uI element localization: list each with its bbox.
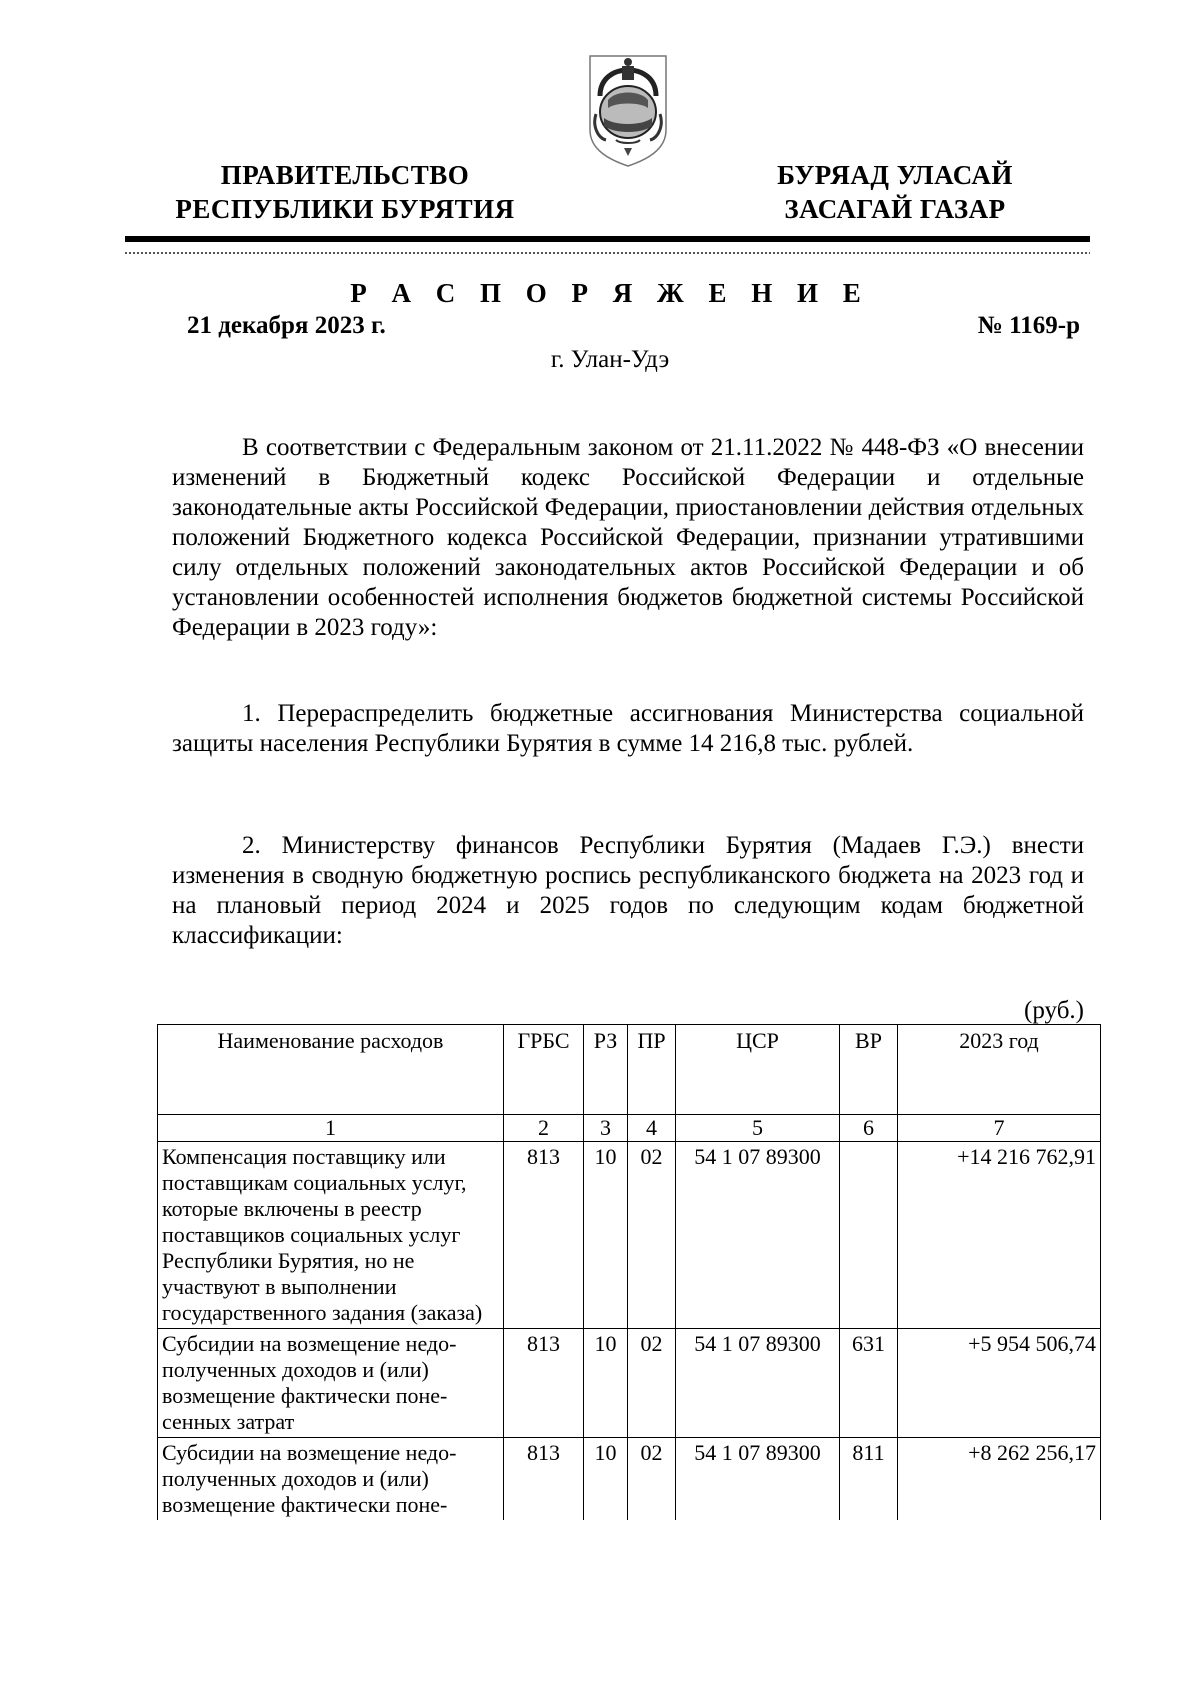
- coat-of-arms-icon: [586, 52, 670, 168]
- column-number: 2: [504, 1115, 584, 1142]
- row-name: Субсидии на возмещение недополученных доходов и (или) возмещение фактически понесенных затрат: [158, 1329, 504, 1438]
- document-date: 21 декабря 2023 г.: [187, 312, 386, 339]
- header-name: Наименование расходов: [158, 1025, 504, 1115]
- column-number: 1: [158, 1115, 504, 1142]
- government-title-ru-line1: ПРАВИТЕЛЬСТВО: [220, 160, 470, 190]
- item-1-text: 1. Перераспределить бюджетные ассигнования Министерства социальной защиты населения Республики Бурятия в сумме 14 216,8 тыс. рублей.: [172, 700, 1084, 757]
- table-unit: (руб.): [1024, 997, 1084, 1024]
- header-rz: РЗ: [584, 1025, 628, 1115]
- item-2-paragraph: [172, 831, 1084, 951]
- row-grbs: 813: [504, 1438, 584, 1521]
- column-number: 7: [898, 1115, 1101, 1142]
- row-grbs: 813: [504, 1329, 584, 1438]
- intro-paragraph: [172, 433, 1084, 643]
- column-number: 4: [628, 1115, 676, 1142]
- row-grbs: 813: [504, 1142, 584, 1329]
- table-column-numbers-row: [158, 1115, 1101, 1142]
- header-pr: ПР: [628, 1025, 676, 1115]
- column-number: 3: [584, 1115, 628, 1142]
- row-name: Субсидии на возмещение недополученных доходов и (или) возмещение фактически поне-: [158, 1438, 504, 1521]
- document-city: г. Улан-Удэ: [550, 346, 670, 373]
- document-type: Р А С П О Р Я Ж Е Н И Е: [350, 278, 870, 308]
- row-rz: 10: [584, 1329, 628, 1438]
- table-row: [158, 1142, 1101, 1329]
- row-pr: 02: [628, 1142, 676, 1329]
- item-2-text: 2. Министерству финансов Республики Бурятия (Мадаев Г.Э.) внести изменения в сводную бюджетную роспись республиканского бюджета на 2023 год и на плановый период 2024 и 2025 годов по следующим кодам бюджетной классификации:: [172, 832, 1084, 949]
- header-grbs: ГРБС: [504, 1025, 584, 1115]
- header-divider-thick: [125, 236, 1090, 242]
- row-pr: 02: [628, 1329, 676, 1438]
- row-csr: 54 1 07 89300: [676, 1438, 840, 1521]
- document-number: № 1169-р: [977, 312, 1080, 339]
- row-amount: +8 262 256,17: [898, 1438, 1101, 1521]
- table-row: [158, 1329, 1101, 1438]
- header-divider-thin: [125, 252, 1090, 254]
- column-number: 6: [840, 1115, 898, 1142]
- row-pr: 02: [628, 1438, 676, 1521]
- government-title-bua: [740, 158, 1050, 226]
- table-row: [158, 1438, 1101, 1521]
- item-1-paragraph: [172, 699, 1084, 759]
- header-csr: ЦСР: [676, 1025, 840, 1115]
- budget-table: [157, 1024, 1101, 1520]
- row-rz: 10: [584, 1142, 628, 1329]
- government-title-ru-line2: РЕСПУБЛИКИ БУРЯТИЯ: [175, 194, 515, 224]
- government-title-bua-line1: БУРЯАД УЛАСАЙ: [777, 160, 1013, 190]
- row-vr: 631: [840, 1329, 898, 1438]
- government-title-bua-line2: ЗАСАГАЙ ГАЗАР: [784, 194, 1006, 224]
- row-name: Компенсация поставщику или поставщикам социальных услуг, которые включены в реестр поставщиков социальных услуг Республики Бурятия, но не участвуют в выполнении государственного задания (заказа): [158, 1142, 504, 1329]
- column-number: 5: [676, 1115, 840, 1142]
- row-amount: +14 216 762,91: [898, 1142, 1101, 1329]
- row-vr: [840, 1142, 898, 1329]
- header-year: 2023 год: [898, 1025, 1101, 1115]
- row-csr: 54 1 07 89300: [676, 1142, 840, 1329]
- table-header-row: [158, 1025, 1101, 1115]
- intro-text: В соответствии с Федеральным законом от 21.11.2022 № 448-ФЗ «О внесении изменений в Бюджетный кодекс Российской Федерации и отдельные законодательные акты Российской Федерации, приостановлении действия отдельных положений Бюджетного кодекса Российской Федерации, признании утратившими силу отдельных положений законодательных актов Российской Федерации и об установлении особенностей исполнения бюджетов бюджетной системы Российской Федерации в 2023 году»:: [172, 434, 1084, 641]
- row-rz: 10: [584, 1438, 628, 1521]
- row-csr: 54 1 07 89300: [676, 1329, 840, 1438]
- government-title-ru: [150, 158, 540, 226]
- row-amount: +5 954 506,74: [898, 1329, 1101, 1438]
- row-vr: 811: [840, 1438, 898, 1521]
- header-vr: ВР: [840, 1025, 898, 1115]
